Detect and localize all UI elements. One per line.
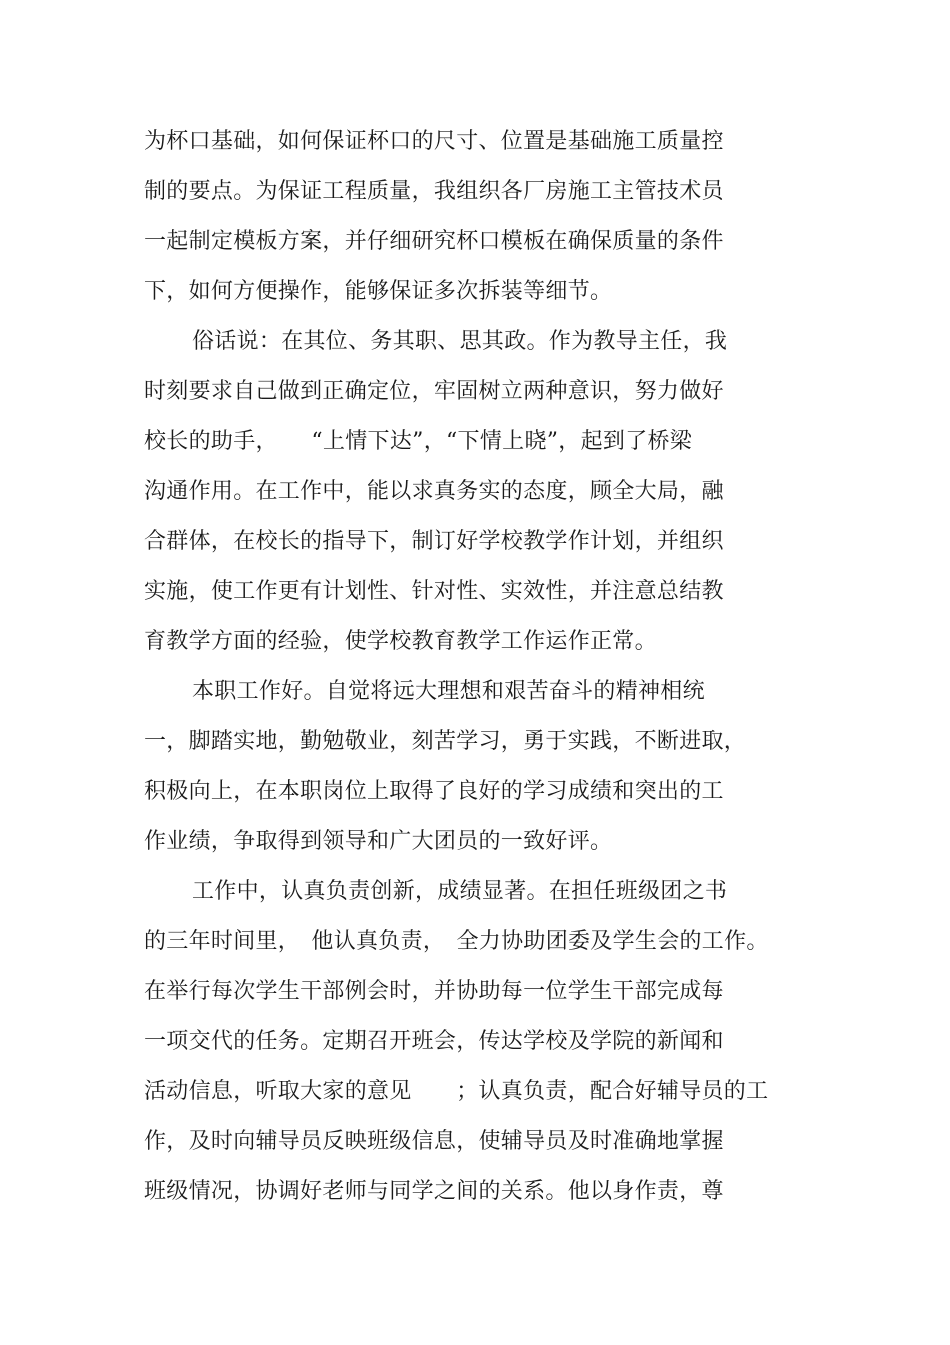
text-line: 作业绩，争取得到领导和广大团员的一致好评。	[144, 829, 613, 854]
paragraph-first-line: 俗话说：在其位、务其职、思其政。作为教导主任，我	[192, 329, 728, 354]
text-line: 一起制定模板方案，并仔细研究杯口模板在确保质量的条件	[144, 229, 724, 254]
text-line: 下，如何方便操作，能够保证多次拆装等细节。	[144, 279, 613, 304]
text-line: 一，脚踏实地，勤勉敬业，刻苦学习，勇于实践，不断进取，	[144, 729, 747, 754]
text-line: 沟通作用。在工作中，能以求真务实的态度，顾全大局，融	[144, 479, 724, 504]
text-line: 活动信息，听取大家的意见 ；认真负责，配合好辅导员的工	[144, 1079, 769, 1104]
text-line: 时刻要求自己做到正确定位，牢固树立两种意识，努力做好	[144, 379, 724, 404]
text-line: 合群体，在校长的指导下，制订好学校教学作计划，并组织	[144, 529, 724, 554]
text-line: 班级情况，协调好老师与同学之间的关系。他以身作责，尊	[144, 1179, 724, 1204]
text-line: 在举行每次学生干部例会时，并协助每一位学生干部完成每	[144, 979, 724, 1004]
text-line: 校长的助手， “上情下达”，“下情上晓”，起到了桥梁	[144, 429, 693, 454]
paragraph-first-line: 工作中，认真负责创新，成绩显著。在担任班级团之书	[192, 879, 728, 904]
text-line: 的三年时间里， 他认真负责， 全力协助团委及学生会的工作。	[144, 929, 769, 954]
text-line: 实施，使工作更有计划性、针对性、实效性，并注意总结教	[144, 579, 724, 604]
text-line: 一项交代的任务。定期召开班会，传达学校及学院的新闻和	[144, 1029, 724, 1054]
text-line: 育教学方面的经验，使学校教育教学工作运作正常。	[144, 629, 657, 654]
text-line: 制的要点。为保证工程质量，我组织各厂房施工主管技术员	[144, 179, 724, 204]
paragraph-first-line: 本职工作好。自觉将远大理想和艰苦奋斗的精神相统	[192, 679, 705, 704]
text-line: 为杯口基础，如何保证杯口的尺寸、位置是基础施工质量控	[144, 129, 724, 154]
text-line: 作，及时向辅导员反映班级信息，使辅导员及时准确地掌握	[144, 1129, 724, 1154]
text-line: 积极向上，在本职岗位上取得了良好的学习成绩和突出的工	[144, 779, 724, 804]
